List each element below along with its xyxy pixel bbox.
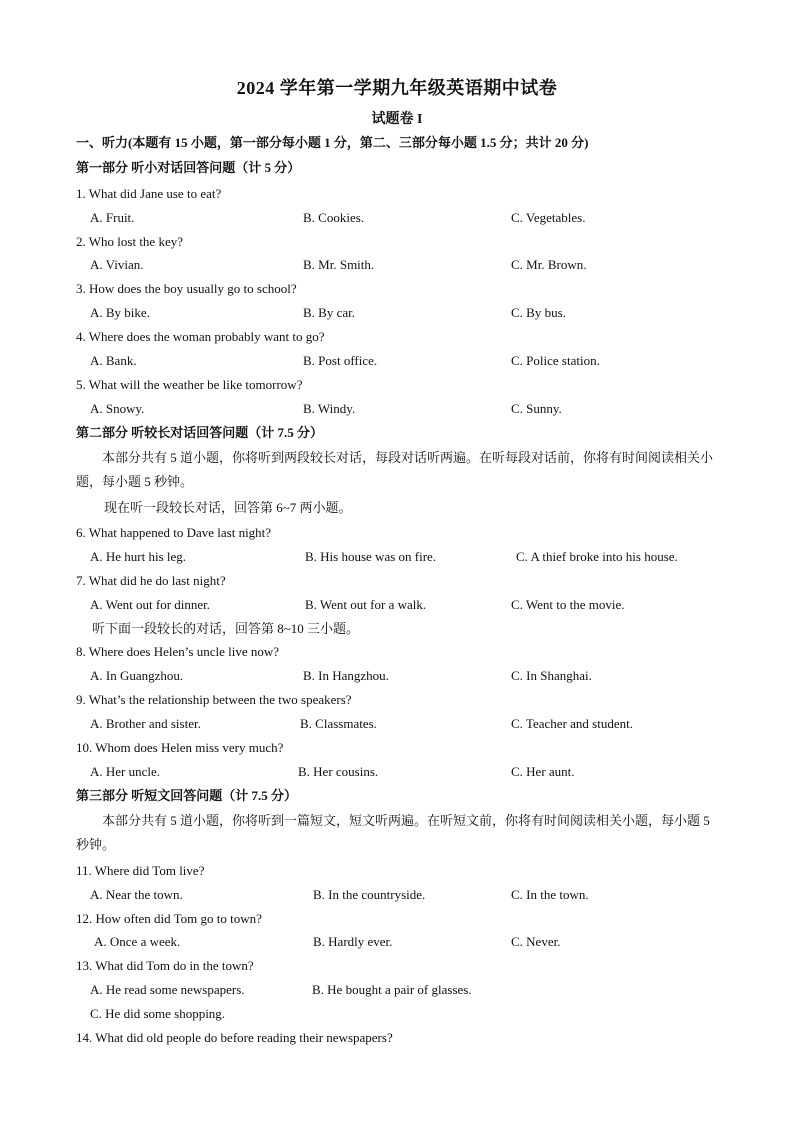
q2-option-b: B. Mr. Smith. [303,257,375,272]
q1-option-a: A. Fruit. [90,210,135,225]
question-10: 10. Whom does Helen miss very much? [76,740,284,755]
part2-note-1: 现在听一段较长对话，回答第 6~7 两小题。 [104,500,352,515]
question-8: 8. Where does Helen’s uncle live now? [76,644,279,659]
q9-option-c: C. Teacher and student. [511,716,633,731]
paper-subtitle: 试题卷 I [371,112,423,127]
q6-option-a: A. He hurt his leg. [90,549,187,564]
question-5: 5. What will the weather be like tomorrow? [76,377,303,392]
part1-heading: 第一部分 听小对话回答问题（计 5 分） [76,160,301,175]
q7-option-c: C. Went to the movie. [511,597,625,612]
q8-option-c: C. In Shanghai. [511,668,592,683]
q13-option-b: B. He bought a pair of glasses. [312,982,472,997]
q11-option-b: B. In the countryside. [313,887,426,902]
q1-option-c: C. Vegetables. [511,210,586,225]
part2-note-2: 听下面一段较长的对话，回答第 8~10 三小题。 [92,621,360,636]
q4-option-a: A. Bank. [90,353,137,368]
q1-option-b: B. Cookies. [303,210,365,225]
q13-option-c: C. He did some shopping. [90,1006,226,1021]
q9-option-a: A. Brother and sister. [90,716,201,731]
question-2: 2. Who lost the key? [76,234,183,249]
q5-option-a: A. Snowy. [90,401,145,416]
q5-option-c: C. Sunny. [511,401,562,416]
part2-intro: 本部分共有 5 道小题，你将听到两段较长对话，每段对话听两遍。在听每段对话前，你将有时间阅读相关小题，每小题 5 秒钟。 [76,450,714,489]
q10-option-c: C. Her aunt. [511,764,575,779]
q12-option-a: A. Once a week. [94,934,181,949]
part3-heading: 第三部分 听短文回答问题（计 7.5 分） [76,788,298,803]
question-3: 3. How does the boy usually go to school? [76,281,297,296]
q10-option-b: B. Her cousins. [298,764,379,779]
question-7: 7. What did he do last night? [76,573,226,588]
q12-option-b: B. Hardly ever. [313,934,393,949]
question-13: 13. What did Tom do in the town? [76,958,254,973]
q7-option-b: B. Went out for a walk. [305,597,427,612]
q9-option-b: B. Classmates. [300,716,377,731]
question-14: 14. What did old people do before reading their newspapers? [76,1030,393,1045]
q13-option-a: A. He read some newspapers. [90,982,245,997]
q7-option-a: A. Went out for dinner. [90,597,211,612]
q4-option-c: C. Police station. [511,353,600,368]
question-4: 4. Where does the woman probably want to go? [76,329,325,344]
part2-heading: 第二部分 听较长对话回答问题（计 7.5 分） [76,425,324,440]
question-1: 1. What did Jane use to eat? [76,186,222,201]
q12-option-c: C. Never. [511,934,561,949]
q11-option-c: C. In the town. [511,887,589,902]
question-11: 11. Where did Tom live? [76,863,205,878]
question-6: 6. What happened to Dave last night? [76,525,272,540]
q2-option-a: A. Vivian. [90,257,144,272]
part3-intro: 本部分共有 5 道小题，你将听到一篇短文，短文听两遍。在听短文前，你将有时间阅读相关小题，每小题 5 秒钟。 [76,813,710,852]
q3-option-b: B. By car. [303,305,355,320]
question-12: 12. How often did Tom go to town? [76,911,262,926]
q3-option-a: A. By bike. [90,305,150,320]
q4-option-b: B. Post office. [303,353,378,368]
q6-option-c: C. A thief broke into his house. [516,549,678,564]
q8-option-b: B. In Hangzhou. [303,668,389,683]
q11-option-a: A. Near the town. [90,887,183,902]
q2-option-c: C. Mr. Brown. [511,257,587,272]
section-heading-listening: 一、听力(本题有 15 小题，第一部分每小题 1 分，第二、三部分每小题 1.5 分；共计 20 分) [76,135,589,150]
q5-option-b: B. Windy. [303,401,356,416]
q3-option-c: C. By bus. [511,305,566,320]
q6-option-b: B. His house was on fire. [305,549,437,564]
q10-option-a: A. Her uncle. [90,764,161,779]
q8-option-a: A. In Guangzhou. [90,668,184,683]
question-9: 9. What’s the relationship between the two speakers? [76,692,352,707]
exam-title: 2024 学年第一学期九年级英语期中试卷 [236,78,558,98]
